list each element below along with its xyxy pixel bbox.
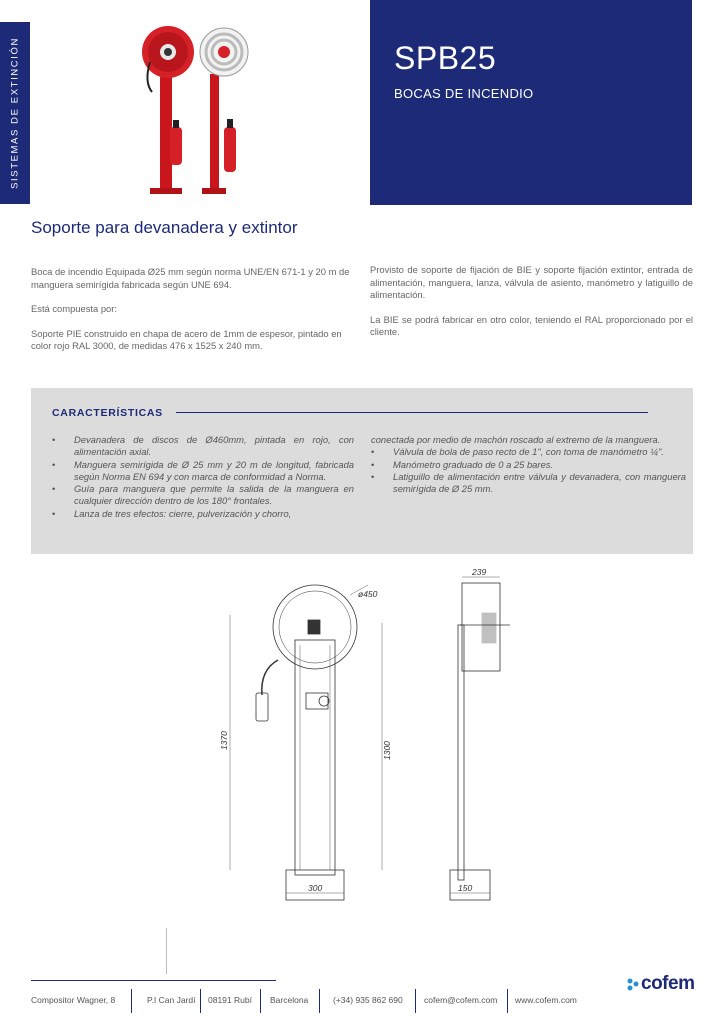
list-item: • Devanadera de discos de Ø460mm, pintada en rojo, con alimentación axial. <box>52 434 354 459</box>
footer-city: Barcelona <box>270 995 309 1005</box>
list-item: • Manguera semirígida de Ø 25 mm y 20 m de longitud, fabricada según Norma EN 694 y con marca de conformidad a Norma. <box>52 459 354 484</box>
dim-reel-diameter: ø450 <box>358 589 378 599</box>
intro-paragraph: Está compuesta por: <box>31 303 117 315</box>
sidebar-category-tab <box>0 22 30 204</box>
technical-drawing <box>200 565 530 905</box>
footer-separator <box>319 989 320 1013</box>
characteristics-list-right <box>371 434 686 495</box>
logo-text: cofem <box>641 973 695 994</box>
logo-mark-icon <box>626 977 640 991</box>
footer-separator <box>415 989 416 1013</box>
intro-paragraph: Provisto de soporte de fijación de BIE y soporte fijación extintor, entrada de alimentación, manguera, lanza, válvula de asiento, manómetro y latiguillo de alimentación. <box>370 264 693 301</box>
list-item: • Válvula de bola de paso recto de 1", con toma de manómetro ¼". <box>371 446 686 458</box>
title-panel <box>370 0 692 205</box>
list-item: • Guía para manguera que permite la salida de la manguera en cualquier dirección dentro de los 180° frontales. <box>52 483 354 508</box>
characteristics-title: CARACTERÍSTICAS <box>52 407 163 419</box>
intro-right-column <box>370 264 693 351</box>
divider <box>166 928 167 974</box>
list-item: • Lanza de tres efectos: cierre, pulverización y chorro, <box>52 508 354 520</box>
intro-paragraph: Soporte PIE construido en chapa de acero de 1mm de espesor, pintado en color rojo RAL 3000, de medidas 476 x 1525 x 240 mm. <box>31 327 342 352</box>
characteristics-divider <box>176 412 648 413</box>
footer-separator <box>507 989 508 1013</box>
characteristics-box <box>31 388 693 554</box>
intro-paragraph: La BIE se podrá fabricar en otro color, teniendo el RAL proporcionado por el cliente. <box>370 313 693 338</box>
footer-phone[interactable]: (+34) 935 862 690 <box>333 995 403 1005</box>
footer-estate: P.I Can Jardí <box>147 995 196 1005</box>
footer-separator <box>131 989 132 1013</box>
product-code: SPB25 <box>394 40 497 76</box>
footer-address: Compositor Wagner, 8 <box>31 995 116 1005</box>
footer-separator <box>200 989 201 1013</box>
list-item: • Manómetro graduado de 0 a 25 bares. <box>371 459 686 471</box>
dim-base-width: 300 <box>308 883 323 893</box>
footer-web[interactable]: www.cofem.com <box>515 995 577 1005</box>
list-item-continuation: conectada por medio de machón roscado al extremo de la manguera. <box>371 434 661 445</box>
dim-total-height: 1370 <box>219 731 229 750</box>
footer-email[interactable]: cofem@cofem.com <box>424 995 498 1005</box>
product-category: BOCAS DE INCENDIO <box>394 86 534 101</box>
sidebar-category-label: SISTEMAS DE EXTINCIÓN <box>9 37 21 189</box>
intro-left-column <box>31 266 355 365</box>
dim-pole-height: 1300 <box>382 741 392 760</box>
page-title: Soporte para devanadera y extintor <box>31 218 298 237</box>
dim-depth: 239 <box>472 567 487 577</box>
footer-postcode: 08191 Rubí <box>208 995 252 1005</box>
footer-rule <box>31 980 276 981</box>
product-photo <box>140 22 255 202</box>
dim-side-base: 150 <box>458 883 473 893</box>
list-item: • Latiguillo de alimentación entre válvula y devanadera, con manguera semirígida de Ø 25 mm. <box>371 471 686 496</box>
cofem-logo <box>626 973 696 999</box>
footer-separator <box>260 989 261 1013</box>
characteristics-list-left <box>52 434 354 520</box>
intro-paragraph: Boca de incendio Equipada Ø25 mm según norma UNE/EN 671-1 y 20 m de manguera semirígida fabricada según UNE 694. <box>31 266 350 290</box>
